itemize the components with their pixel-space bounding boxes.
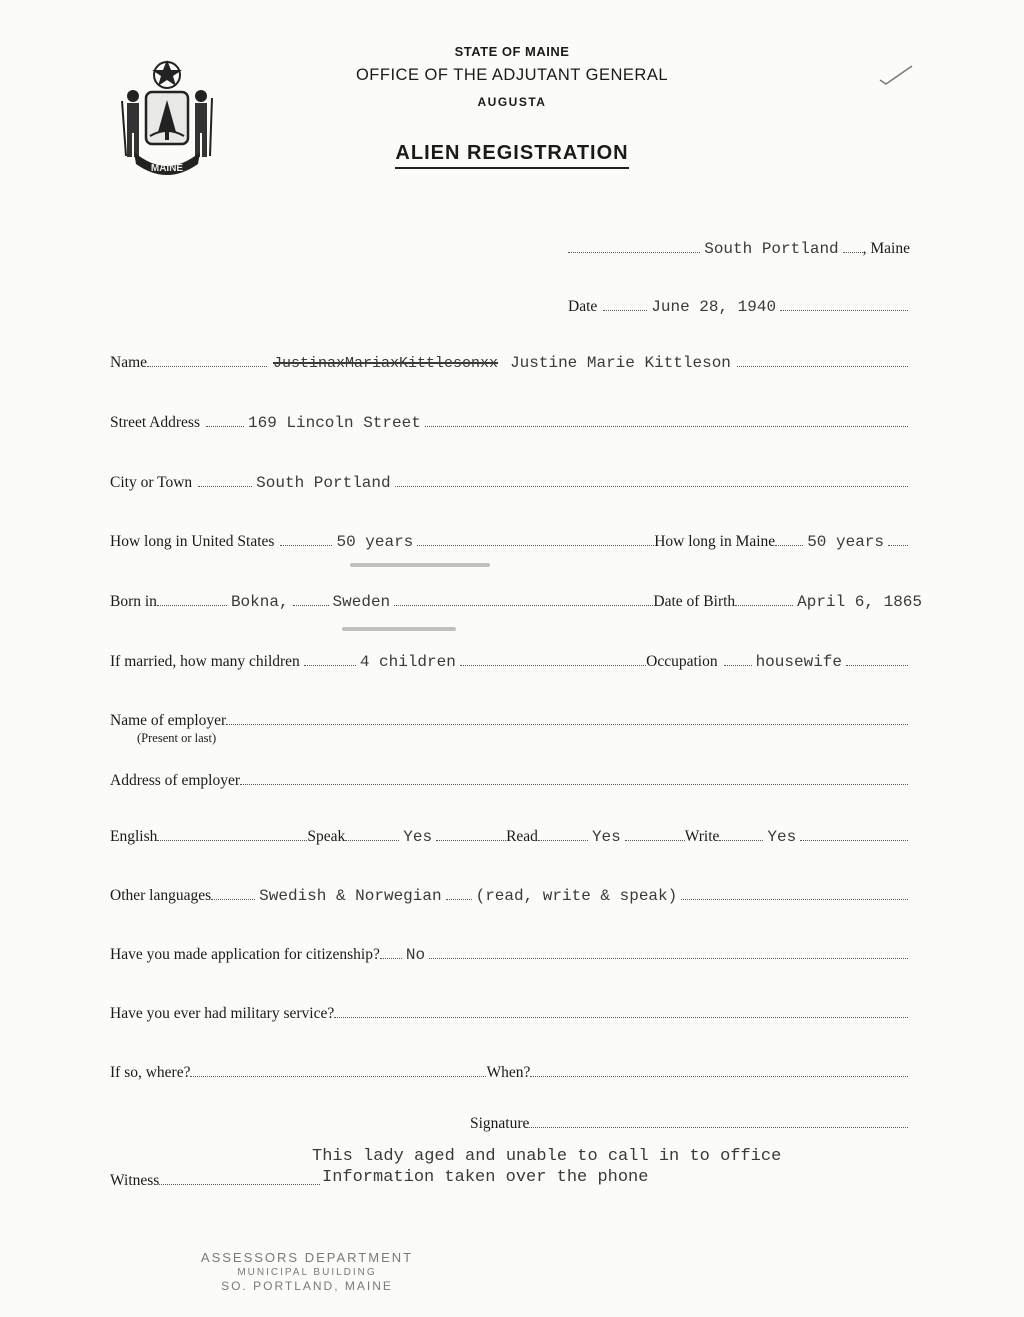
date-field (568, 298, 908, 316)
other-languages-note: (read, write & speak) (475, 887, 678, 905)
write-value: Yes (767, 828, 797, 846)
us-duration-value: 50 years (336, 533, 414, 551)
military-label: Have you ever had military service? (110, 1005, 335, 1022)
employer-address-field (110, 772, 908, 790)
born-country-value: Sweden (332, 593, 391, 611)
date-label: Date (568, 298, 598, 315)
street-value: 169 Lincoln Street (247, 414, 421, 432)
other-languages-label: Other languages (110, 887, 212, 904)
street-label: Street Address (110, 414, 200, 431)
other-languages-row (110, 887, 908, 905)
ink-smudge (350, 563, 490, 567)
employer-label: Name of employer (110, 712, 227, 729)
us-duration-label: How long in United States (110, 533, 275, 550)
citizenship-value: No (405, 946, 426, 964)
read-label: Read (506, 828, 538, 845)
check-mark-icon (876, 62, 916, 91)
witness-note-line1: This lady aged and unable to call in to office (312, 1147, 782, 1166)
occupation-label: Occupation (646, 653, 718, 670)
name-value: Justine Marie Kittleson (510, 354, 731, 372)
born-value: Bokna, (230, 593, 289, 611)
maine-duration-value: 50 years (807, 533, 884, 551)
children-value: 4 children (359, 653, 456, 671)
write-label: Write (684, 828, 720, 845)
header-city: AUGUSTA (477, 95, 547, 109)
children-label: If married, how many children (110, 653, 300, 670)
seal-label: MAINE (150, 163, 184, 174)
city-label: City or Town (110, 474, 193, 491)
born-label: Born in (110, 593, 157, 610)
witness-label: Witness (110, 1172, 160, 1189)
header-state: STATE OF MAINE (454, 44, 570, 59)
header-office: OFFICE OF THE ADJUTANT GENERAL (355, 66, 669, 84)
children-row (110, 653, 908, 671)
date-value: June 28, 1940 (651, 298, 777, 316)
read-value: Yes (591, 828, 621, 846)
state-seal (112, 56, 222, 180)
name-struck-value: JustinaxMariaxKittlesonxx (273, 355, 499, 372)
employer-field (110, 712, 908, 730)
ink-smudge (342, 627, 456, 631)
name-field (110, 354, 908, 372)
english-label: English (110, 828, 158, 845)
place-suffix: , Maine (862, 240, 910, 257)
stamp-line1: ASSESSORS DEPARTMENT (200, 1250, 414, 1265)
occupation-value: housewife (755, 653, 842, 671)
form-title-text: ALIEN REGISTRATION (395, 142, 628, 169)
other-languages-value: Swedish & Norwegian (259, 887, 442, 905)
duration-row (110, 533, 908, 551)
dob-label: Date of Birth (653, 593, 736, 610)
when-label: When? (486, 1064, 531, 1081)
street-field (110, 414, 908, 432)
employer-address-label: Address of employer (110, 772, 240, 789)
speak-label: Speak (307, 828, 346, 845)
employer-sublabel: (Present or last) (137, 731, 217, 745)
form-title (300, 142, 724, 165)
signature-label: Signature (470, 1115, 530, 1132)
citizenship-label: Have you made application for citizenship? (110, 946, 380, 963)
place-field (568, 240, 910, 258)
stamp-line2: MUNICIPAL BUILDING (237, 1267, 377, 1278)
where-label: If so, where? (110, 1064, 191, 1081)
place-value: South Portland (704, 240, 839, 258)
military-row (110, 1005, 908, 1023)
city-field (110, 474, 908, 492)
assessor-stamp (182, 1250, 432, 1293)
english-row (110, 828, 908, 846)
where-when-row (110, 1064, 908, 1082)
signature-row (470, 1115, 908, 1133)
witness-row (110, 1172, 320, 1190)
citizenship-row (110, 946, 908, 964)
dob-value: April 6, 1865 (797, 593, 922, 611)
maine-duration-label: How long in Maine (654, 533, 776, 550)
witness-note-line2: Information taken over the phone (322, 1168, 649, 1187)
city-value: South Portland (256, 474, 391, 492)
speak-value: Yes (403, 828, 433, 846)
born-row (110, 593, 922, 611)
name-label: Name (110, 354, 148, 371)
stamp-line3: SO. PORTLAND, MAINE (221, 1279, 393, 1293)
